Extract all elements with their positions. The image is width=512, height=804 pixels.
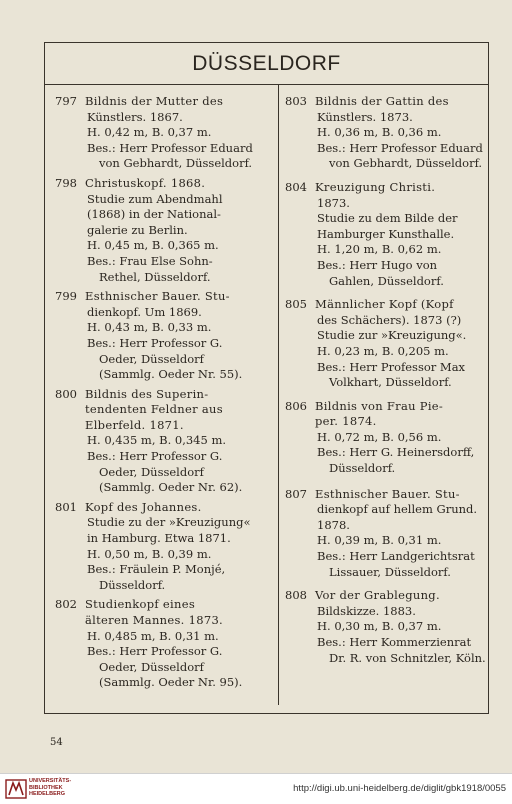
entry-line: galerie zu Berlin. (87, 222, 188, 237)
entry-line: H. 0,36 m, B. 0,36 m. (317, 125, 442, 140)
entry-line: Männlicher Kopf (Kopf (315, 297, 454, 312)
library-name-line: BIBLIOTHEK (29, 784, 63, 791)
entry-line: Lissauer, Düsseldorf. (329, 564, 451, 579)
right-column (285, 94, 485, 666)
entry-number: 800 (55, 386, 77, 401)
catalog-entry (55, 597, 271, 691)
entry-number: 803 (285, 94, 307, 108)
entry-line: Volkhart, Düsseldorf. (329, 375, 452, 390)
entry-line: Studie zu der »Kreuzigung« (87, 515, 251, 530)
catalog-frame (44, 42, 489, 714)
entry-body (85, 387, 271, 496)
entry-number: 806 (285, 398, 307, 413)
catalog-entry (55, 289, 271, 383)
entry-line: Oeder, Düsseldorf (99, 464, 204, 479)
entry-line: Künstlers. 1867. (87, 109, 183, 124)
entry-line: H. 0,72 m, B. 0,56 m. (317, 429, 442, 444)
entry-line: Gahlen, Düsseldorf. (329, 273, 444, 288)
entry-number: 804 (285, 179, 307, 194)
catalog-entry (285, 94, 485, 172)
entry-line: per. 1874. (315, 414, 377, 429)
entry-line: Bes.: Herr Hugo von (317, 257, 438, 272)
entry-line: dienkopf. Um 1869. (87, 304, 202, 319)
entry-line: H. 0,43 m, B. 0,33 m. (87, 320, 212, 335)
title-band (45, 43, 488, 85)
footer-bar (0, 773, 512, 804)
catalog-entry (55, 387, 271, 496)
entry-line: (Sammlg. Oeder Nr. 62). (99, 480, 243, 495)
entry-line: Esthnischer Bauer. Stu- (85, 289, 230, 304)
entry-line: Kopf des Johannes. (85, 499, 202, 514)
page-number: 54 (50, 737, 63, 748)
entry-line: H. 0,45 m, B. 0,365 m. (87, 238, 219, 253)
entry-line: Bes.: Fräulein P. Monjé, (87, 562, 226, 577)
entry-line: (Sammlg. Oeder Nr. 95). (99, 675, 243, 690)
entry-line: Studie zu dem Bilde der (317, 211, 458, 226)
entry-number: 802 (55, 597, 77, 612)
entry-line: Bildskizze. 1883. (317, 603, 416, 618)
entry-number: 799 (55, 289, 77, 304)
entry-line: tendenten Feldner aus (85, 402, 223, 417)
entry-line: Bes.: Herr Landgerichtsrat (317, 549, 475, 564)
entry-body (315, 94, 485, 172)
entry-line: Bes.: Herr Professor G. (87, 644, 223, 659)
entry-line: Oeder, Düsseldorf (99, 351, 204, 366)
entry-line: Bes.: Herr Professor Eduard (317, 140, 483, 155)
entry-line: Bildnis der Gattin des (315, 94, 449, 108)
catalog-entry (55, 500, 271, 594)
entry-line: Düsseldorf. (99, 577, 166, 592)
entry-number: 807 (285, 486, 307, 501)
source-url-link[interactable]: http://digi.ub.uni-heidelberg.de/diglit/gbk1918/0055 (293, 783, 506, 794)
entry-body (315, 297, 485, 391)
entry-line: Studie zur »Kreuzigung«. (317, 328, 467, 343)
entry-line: H. 0,485 m, B. 0,31 m. (87, 628, 219, 643)
catalog-entry (285, 297, 485, 391)
entry-line: Kreuzigung Christi. (315, 179, 436, 194)
entry-line: dienkopf auf hellem Grund. (317, 502, 478, 517)
entry-line: H. 0,39 m, B. 0,31 m. (317, 533, 442, 548)
entry-line: in Hamburg. Etwa 1871. (87, 531, 231, 546)
entry-number: 798 (55, 175, 77, 190)
entry-line: H. 0,30 m, B. 0,37 m. (317, 619, 442, 634)
entry-line: H. 0,435 m, B. 0,345 m. (87, 433, 227, 448)
entry-line: (Sammlg. Oeder Nr. 55). (99, 367, 243, 382)
entry-line: Esthnischer Bauer. Stu- (315, 486, 460, 501)
entry-number: 801 (55, 499, 77, 514)
entry-line: H. 0,23 m, B. 0,205 m. (317, 343, 449, 358)
entry-line: Bes.: Frau Else Sohn- (87, 253, 213, 268)
entry-line: Bes.: Herr Professor Eduard (87, 140, 253, 155)
entry-body (85, 500, 271, 594)
catalog-entry (285, 487, 485, 581)
entry-body (85, 597, 271, 691)
entry-body (315, 180, 485, 289)
catalog-entry (55, 94, 271, 172)
library-name-line: UNIVERSITÄTS- (29, 778, 72, 784)
entry-line: Dr. R. von Schnitzler, Köln. (329, 650, 486, 665)
entry-body (85, 94, 271, 172)
entry-line: H. 1,20 m, B. 0,62 m. (317, 242, 442, 257)
catalog-entry (285, 588, 485, 666)
entry-line: Bes.: Herr Kommerzienrat (317, 635, 472, 649)
page-title: DÜSSELDORF (192, 51, 341, 75)
library-name (29, 778, 71, 798)
catalog-entry (55, 176, 271, 285)
entry-line: Bildnis der Mutter des (85, 94, 224, 108)
entry-line: Düsseldorf. (329, 461, 396, 476)
entry-line: Bildnis von Frau Pie- (315, 398, 444, 413)
entry-line: Hamburger Kunsthalle. (317, 226, 455, 241)
column-divider (278, 85, 279, 705)
entry-line: 1873. (317, 195, 350, 210)
catalog-entry (285, 180, 485, 289)
entry-line: Christuskopf. 1868. (85, 175, 206, 190)
entry-line: Oeder, Düsseldorf (99, 659, 204, 674)
entry-line: Bes.: Herr Professor Max (317, 359, 466, 374)
entry-body (315, 399, 485, 477)
entry-line: Studie zum Abendmahl (87, 191, 223, 206)
entry-line: älteren Mannes. 1873. (85, 613, 224, 627)
entry-line: Vor der Grablegung. (315, 588, 440, 603)
entry-line: Bildnis des Superin- (85, 386, 209, 401)
entry-body (315, 588, 485, 666)
library-logo-icon (5, 778, 27, 800)
entry-line: Bes.: Herr G. Heinersdorff, (317, 445, 475, 460)
entry-line: Bes.: Herr Professor G. (87, 335, 223, 350)
entry-body (315, 487, 485, 581)
entry-line: (1868) in der National- (87, 207, 221, 222)
entry-number: 808 (285, 588, 307, 603)
entry-line: H. 0,42 m, B. 0,37 m. (87, 125, 212, 140)
entry-number: 805 (285, 297, 307, 312)
entry-number: 797 (55, 94, 77, 108)
entry-body (85, 289, 271, 383)
library-name-line: HEIDELBERG (29, 791, 66, 797)
entry-body (85, 176, 271, 285)
entry-line: Künstlers. 1873. (317, 109, 413, 124)
entry-line: von Gebhardt, Düsseldorf. (99, 156, 253, 171)
entry-line: H. 0,50 m, B. 0,39 m. (87, 546, 212, 561)
entry-line: 1878. (317, 517, 350, 532)
entry-line: Elberfeld. 1871. (85, 417, 184, 432)
left-column (55, 94, 271, 691)
entry-line: Studienkopf eines (85, 597, 196, 612)
catalog-entry (285, 399, 485, 477)
entry-line: Bes.: Herr Professor G. (87, 449, 223, 464)
entry-line: Rethel, Düsseldorf. (99, 269, 211, 284)
entry-line: des Schächers). 1873 (?) (317, 312, 462, 327)
entry-line: von Gebhardt, Düsseldorf. (329, 156, 483, 171)
